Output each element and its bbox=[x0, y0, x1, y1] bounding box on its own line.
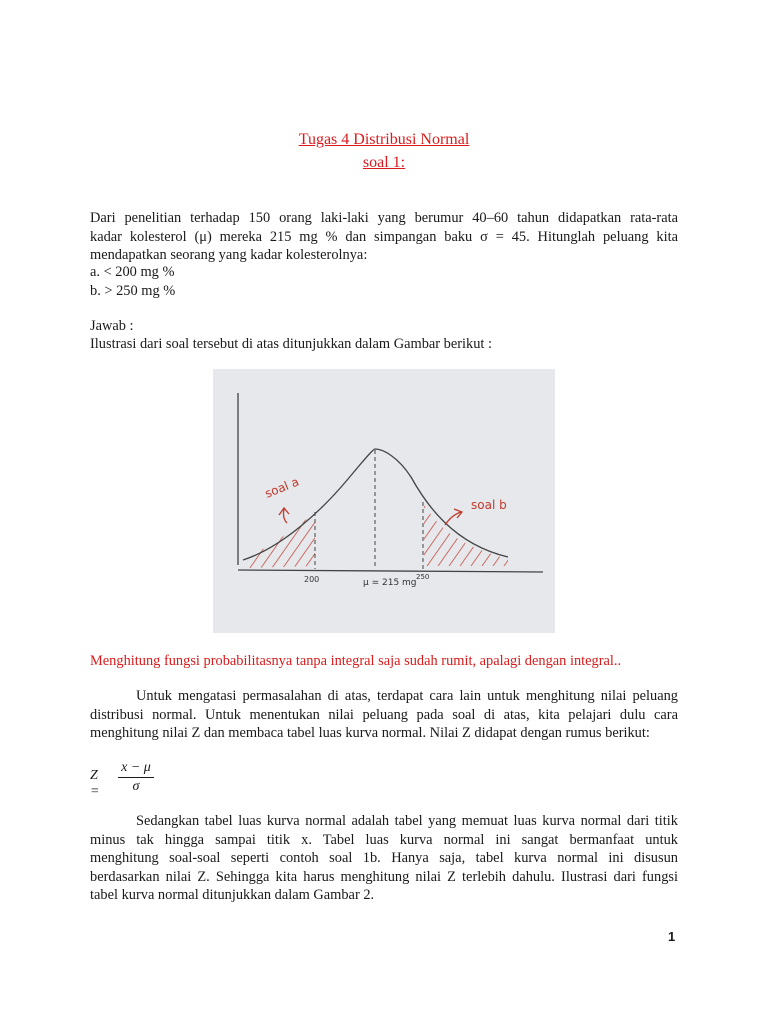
paragraph-line: menghitung nilai Z dan membaca tabel luas kurva normal. Nilai Z didapat dengan rumus berikut: bbox=[90, 725, 650, 741]
paragraph-line: Sedangkan tabel luas kurva normal adalah tabel yang memuat luas kurva normal dari titik bbox=[136, 813, 678, 829]
mean-label: μ = 215 mg bbox=[363, 578, 417, 588]
x-axis bbox=[238, 570, 543, 572]
normal-curve-figure bbox=[213, 369, 555, 633]
document-title: Tugas 4 Distribusi Normal bbox=[298, 131, 470, 148]
answer-intro: Ilustrasi dari soal tersebut di atas ditunjukkan dalam Gambar berikut : bbox=[90, 336, 493, 352]
label-soal-a: soal a bbox=[262, 474, 301, 501]
paragraph-line: menghitung soal-soal seperti contoh soal 1b. Hanya saja, tabel kurva normal ini disusun bbox=[90, 850, 678, 866]
tick-250: 250 bbox=[416, 573, 430, 581]
problem-paragraph bbox=[90, 209, 678, 265]
paragraph-line: distribusi normal. Untuk menentukan nilai peluang pada soal di atas, kita pelajari dulu cara bbox=[90, 706, 678, 723]
option-a: a. < 200 mg % bbox=[90, 264, 175, 280]
paragraph-line: Untuk mengatasi permasalahan di atas, terdapat cara lain untuk menghitung nilai peluang bbox=[136, 688, 678, 704]
paragraph-1 bbox=[90, 687, 678, 743]
page-number: 1 bbox=[668, 929, 676, 944]
paragraph-line: berdasarkan nilai Z. Sehingga kita harus menghitung nilai Z terlebih dahulu. Ilustrasi dari fungsi bbox=[90, 868, 678, 885]
label-soal-b: soal b bbox=[471, 498, 507, 512]
problem-line: kadar kolesterol (μ) mereka 215 mg % dan simpangan baku σ = 45. Hitunglah peluang kita bbox=[90, 228, 678, 245]
tick-200: 200 bbox=[304, 575, 320, 584]
arrow-a bbox=[279, 508, 289, 523]
answer-label: Jawab : bbox=[90, 318, 134, 334]
document-subtitle: soal 1: bbox=[362, 154, 406, 171]
paragraph-line: minus tak hingga sampai titik x. Tabel luas kurva normal ini sangat bermanfaat untuk bbox=[90, 831, 678, 848]
normal-curve-sketch bbox=[213, 369, 555, 633]
problem-line: mendapatkan seorang yang kadar kolesterolnya: bbox=[90, 247, 368, 263]
problem-line: Dari penelitian terhadap 150 orang laki-laki yang berumur 40–60 tahun didapatkan rata-rata bbox=[90, 210, 678, 226]
arrow-b bbox=[445, 509, 462, 525]
formula-fraction bbox=[118, 760, 154, 795]
shaded-area-a bbox=[245, 512, 315, 568]
formula-denominator: σ bbox=[132, 779, 140, 794]
paragraph-2 bbox=[90, 812, 678, 905]
formula-numerator: x − μ bbox=[118, 760, 154, 778]
option-b: b. > 250 mg % bbox=[90, 283, 176, 299]
note-text: Menghitung fungsi probabilitasnya tanpa integral saja sudah rumit, apalagi dengan integral.. bbox=[90, 653, 622, 669]
paragraph-line: tabel kurva normal ditunjukkan dalam Gambar 2. bbox=[90, 887, 375, 903]
formula-lhs: Z = bbox=[90, 768, 100, 799]
